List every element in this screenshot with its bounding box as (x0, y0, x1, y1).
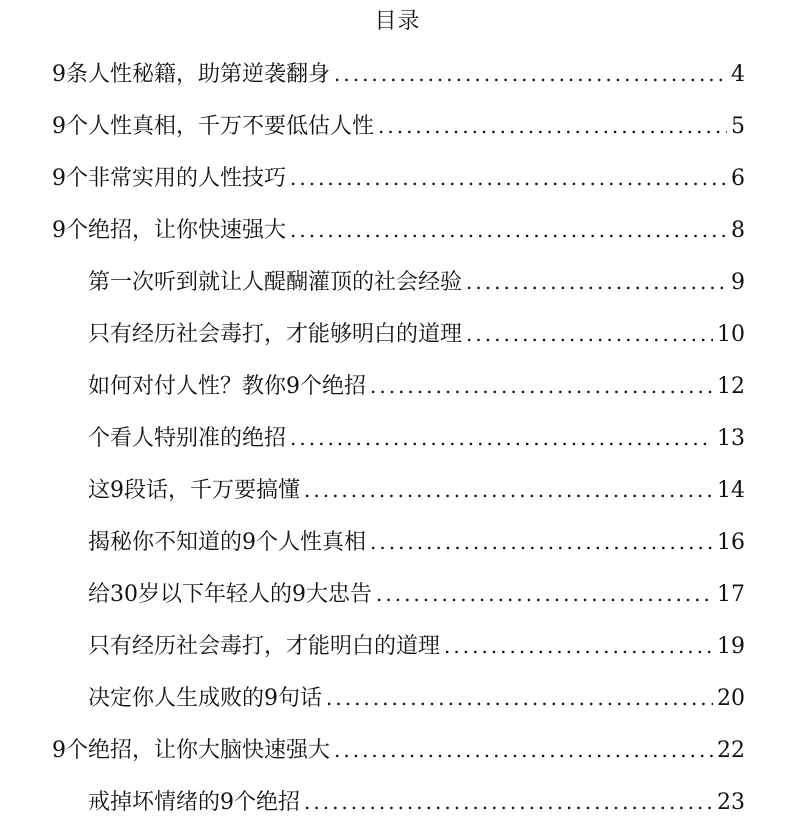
toc-entry[interactable] (52, 106, 745, 146)
toc-entry-page: 10 (717, 322, 745, 347)
toc-entry-page: 9 (731, 270, 745, 295)
toc-entry[interactable] (88, 626, 745, 666)
toc-entry-title: 只有经历社会毒打，才能明白的道理 (88, 634, 441, 659)
toc-leader-dots (466, 262, 727, 302)
toc-entry-page: 14 (717, 478, 745, 503)
toc-leader-dots (334, 730, 713, 770)
toc-entry[interactable] (88, 366, 745, 406)
toc-entry-page: 22 (717, 738, 745, 763)
toc-leader-dots (304, 470, 713, 510)
toc-leader-dots (290, 210, 727, 250)
toc-entry[interactable] (52, 730, 745, 770)
toc-entry-page: 8 (731, 218, 745, 243)
toc-leader-dots (370, 366, 713, 406)
toc-entry-page: 19 (717, 634, 745, 659)
toc-title: 目录 (374, 9, 421, 34)
toc-entry-title: 9个绝招，让你快速强大 (52, 218, 286, 243)
toc-entry-title: 戒掉坏情绪的9个绝招 (88, 790, 300, 815)
toc-leader-dots (290, 158, 727, 198)
toc-entry-title: 如何对付人性？教你9个绝招 (88, 374, 366, 399)
toc-entry-title: 9个非常实用的人性技巧 (52, 166, 286, 191)
toc-entry[interactable] (88, 678, 745, 718)
toc-entry[interactable] (52, 54, 745, 94)
toc-entry-title: 决定你人生成败的9句话 (88, 686, 322, 711)
toc-entry[interactable] (88, 470, 745, 510)
toc-entry-title: 个看人特别准的绝招 (88, 426, 287, 451)
toc-leader-dots (466, 314, 713, 354)
toc-entry-page: 5 (731, 114, 745, 139)
toc-entry-page: 4 (731, 62, 745, 87)
toc-entry[interactable] (88, 262, 745, 302)
toc-entry-title: 9条人性秘籍，助第逆袭翻身 (52, 62, 330, 87)
toc-entry[interactable] (52, 210, 745, 250)
toc-entry-page: 23 (717, 790, 745, 815)
toc-entry[interactable] (52, 158, 745, 198)
toc-entry-title: 第一次听到就让人醍醐灌顶的社会经验 (88, 270, 463, 295)
toc-entry-page: 16 (717, 530, 745, 555)
toc-entry-title: 只有经历社会毒打，才能够明白的道理 (88, 322, 463, 347)
toc-leader-dots (370, 522, 713, 562)
toc-entry-title: 揭秘你不知道的9个人性真相 (88, 530, 366, 555)
toc-entry-page: 12 (717, 374, 745, 399)
toc-entry[interactable] (88, 522, 745, 562)
toc-leader-dots (444, 626, 713, 666)
toc-leader-dots (326, 678, 713, 718)
toc-entry-title: 给30岁以下年轻人的9大忠告 (88, 582, 372, 607)
toc-entry-page: 6 (731, 166, 745, 191)
toc-entry-title: 9个绝招，让你大脑快速强大 (52, 738, 330, 763)
toc-entry-page: 17 (717, 582, 745, 607)
toc-entry-title: 这9段话，千万要搞懂 (88, 478, 300, 503)
toc-leader-dots (290, 418, 713, 458)
toc-entry[interactable] (88, 782, 745, 822)
toc-entry[interactable] (88, 574, 745, 614)
toc-entry-page: 13 (717, 426, 745, 451)
toc-entry[interactable] (88, 314, 745, 354)
toc-leader-dots (376, 574, 713, 614)
toc-leader-dots (334, 54, 727, 94)
toc-entry-title: 9个人性真相，千万不要低估人性 (52, 114, 374, 139)
toc-entry-page: 20 (717, 686, 745, 711)
toc-entry[interactable] (88, 418, 745, 458)
toc-leader-dots (304, 782, 713, 822)
toc-leader-dots (378, 106, 727, 146)
